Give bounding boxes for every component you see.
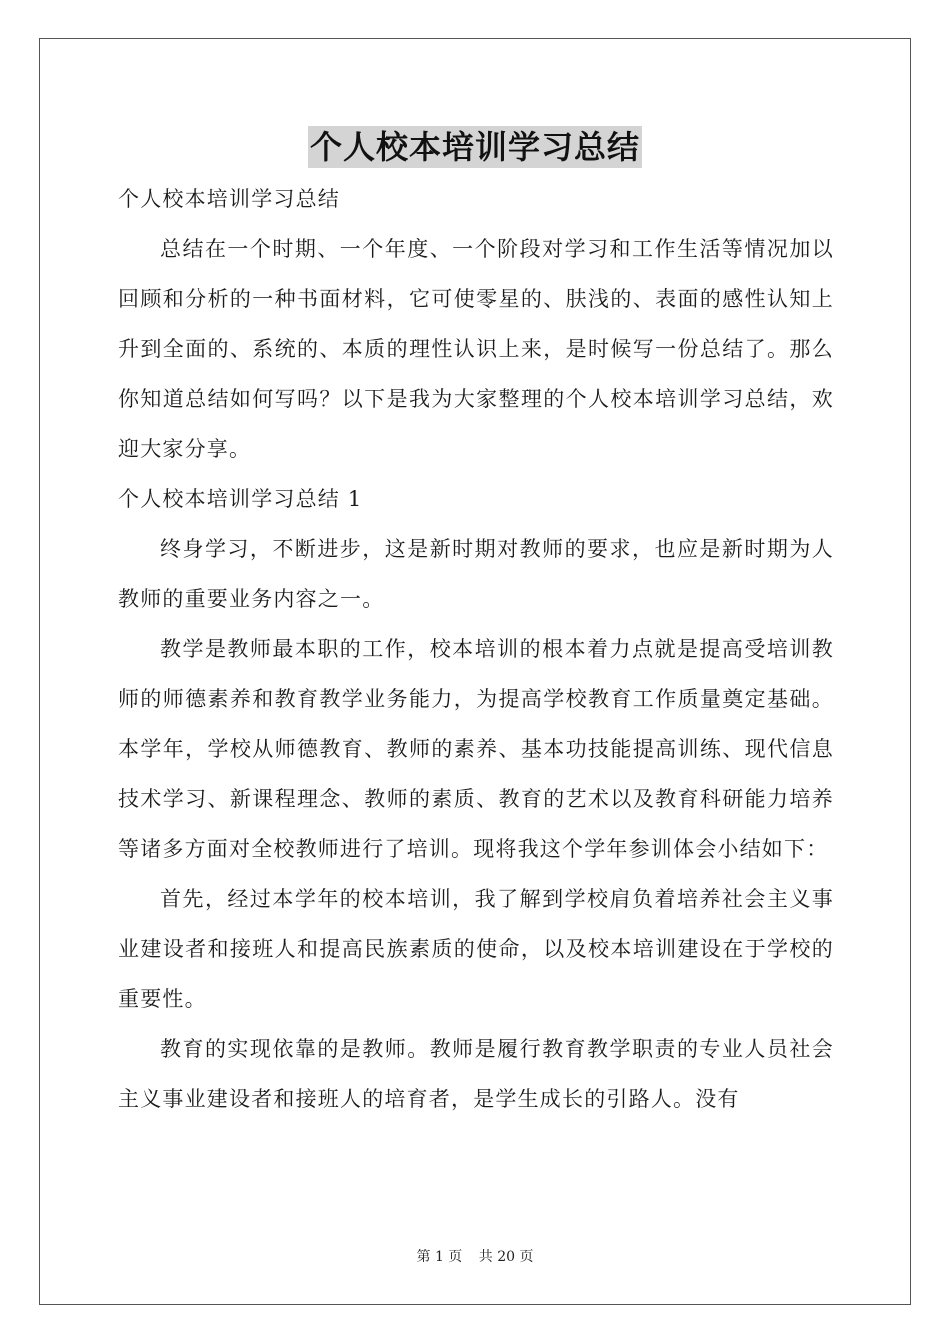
document-title: 个人校本培训学习总结: [309, 128, 640, 166]
paragraph-subtitle: 个人校本培训学习总结: [118, 187, 340, 211]
section-heading-1: 个人校本培训学习总结 1: [118, 487, 363, 511]
paragraph: 首先，经过本学年的校本培训，我了解到学校肩负着培养社会主义事业建设者和接班人和提高民族素质的使命，以及校本培训建设在于学校的重要性。: [118, 887, 834, 1011]
paragraph: 教育的实现依靠的是教师。教师是履行教育教学职责的专业人员社会主义事业建设者和接班人的培育者，是学生成长的引路人。没有: [118, 1037, 834, 1111]
page-number: 第 1 页: [416, 1249, 463, 1265]
page-total: 共 20 页: [478, 1249, 534, 1265]
page-footer: [0, 1247, 950, 1267]
paragraph: 教学是教师最本职的工作，校本培训的根本着力点就是提高受培训教师的师德素养和教育教学业务能力，为提高学校教育工作质量奠定基础。本学年，学校从师德教育、教师的素养、基本功技能提高训练、现代信息技术学习、新课程理念、教师的素质、教育的艺术以及教育科研能力培养等诸多方面对全校教师进行了培训。现将我这个学年参训体会小结如下：: [118, 637, 834, 861]
paragraph-intro: 总结在一个时期、一个年度、一个阶段对学习和工作生活等情况加以回顾和分析的一种书面材料，它可使零星的、肤浅的、表面的感性认知上升到全面的、系统的、本质的理性认识上来，是时候写一份总结了。那么你知道总结如何写吗？以下是我为大家整理的个人校本培训学习总结，欢迎大家分享。: [118, 237, 834, 461]
title-container: [0, 126, 950, 168]
paragraph: 终身学习，不断进步，这是新时期对教师的要求，也应是新时期为人教师的重要业务内容之一。: [118, 537, 834, 611]
document-body: [118, 174, 834, 1124]
